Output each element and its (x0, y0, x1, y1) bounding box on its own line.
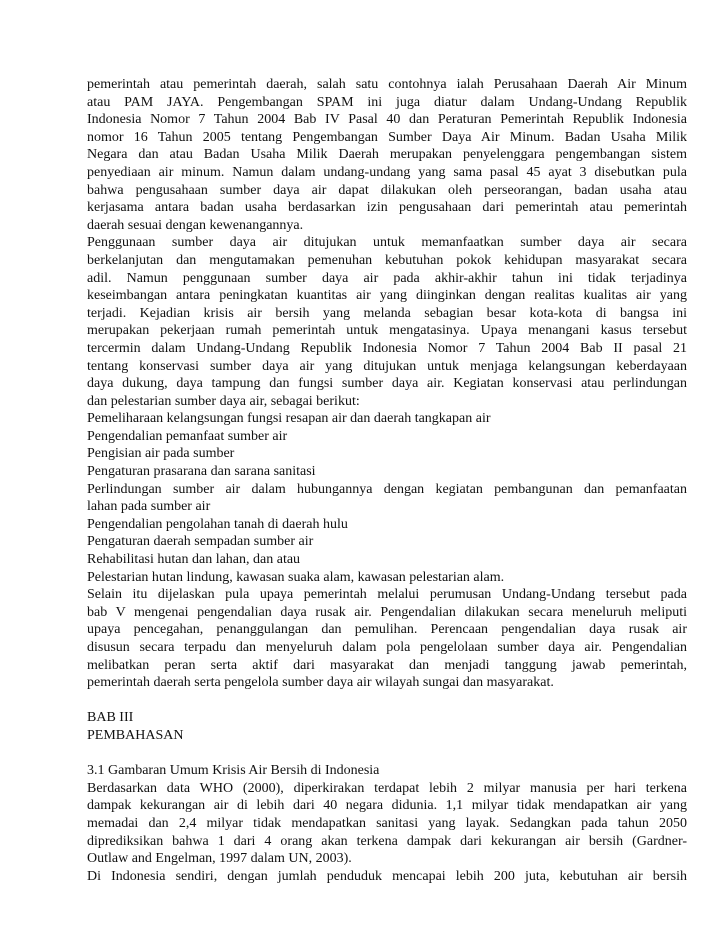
text-line: PEMBAHASAN (87, 727, 184, 743)
text-line: memadai dan 2,4 milyar tidak mendapatkan sanitasi yang layak. Sedangkan pada tahun 2050 (87, 815, 687, 831)
text-line: penyediaan air minum. Namun dalam undang-undang yang sama pasal 45 ayat 3 disebutkan pula (87, 164, 687, 180)
text-line: melibatkan peran serta aktif dari masyarakat dan menjadi tanggung jawab pemerintah, (87, 657, 687, 673)
text-line: 3.1 Gambaran Umum Krisis Air Bersih di Indonesia (87, 763, 380, 779)
text-line: Di Indonesia sendiri, dengan jumlah penduduk mencapai lebih 200 juta, kebutuhan air bersih (87, 868, 687, 884)
text-line: dan pelestarian sumber daya air, sebagai berikut: (87, 393, 360, 409)
blank-line (87, 745, 687, 763)
text-line: Pelestarian hutan lindung, kawasan suaka alam, kawasan pelestarian alam. (87, 569, 505, 585)
text-line: upaya pencegahan, penanggulangan dan pemulihan. Perencaan pengendalian daya rusak air (87, 622, 687, 638)
text-line: daerah sesuai dengan kewenangannya. (87, 217, 304, 233)
text-line: Pengendalian pemanfaat sumber air (87, 428, 288, 444)
text-line: Pengisian air pada sumber (87, 446, 235, 462)
blank-line (87, 692, 687, 710)
text-line: tercermin dalam Undang-Undang Republik Indonesia Nomor 7 Tahun 2004 Bab II pasal 21 (87, 340, 687, 356)
text-line: diprediksikan bahwa 1 dari 4 orang akan terkena dampak dari kekurangan air bersih (Gardner- (87, 833, 687, 849)
text-line: tentang konservasi sumber daya air yang ditujukan untuk menjaga kelangsungan keberdayaan (87, 358, 687, 374)
text-line: pemerintah atau pemerintah daerah, salah satu contohnya ialah Perusahaan Daerah Air Minum (87, 77, 687, 92)
text-line: atau PAM JAYA. Pengembangan SPAM ini juga diatur dalam Undang-Undang Republik (87, 94, 687, 110)
text-line: Rehabilitasi hutan dan lahan, dan atau (87, 552, 301, 568)
text-line: Berdasarkan data WHO (2000), diperkirakan terdapat lebih 2 milyar manusia per hari terkena (87, 780, 687, 796)
text-line: Perlindungan sumber air dalam hubungannya dengan kegiatan pembangunan dan pemanfaatan (87, 481, 687, 497)
text-line: BAB III (87, 710, 134, 726)
document-page (87, 76, 687, 885)
text-line: Selain itu dijelaskan pula upaya pemerintah melalui perumusan Undang-Undang tersebut pada (87, 587, 687, 603)
text-line: kerjasama antara badan usaha berdasarkan izin pengusahaan dari pemerintah atau pemerintah (87, 200, 687, 216)
text-line: merupakan pekerjaan rumah pemerintah untuk mengatasinya. Upaya menangani kasus tersebut (87, 323, 687, 339)
text-line: pemerintah daerah serta pengelola sumber daya air wilayah sungai dan masyarakat. (87, 675, 554, 691)
text-line: terjadi. Kejadian krisis air bersih yang melanda sebagian besar kota-kota di bangsa ini (87, 305, 687, 321)
text-line: lahan pada sumber air (87, 499, 211, 515)
text-line: Indonesia Nomor 7 Tahun 2004 Bab IV Pasal 40 dan Peraturan Pemerintah Republik Indonesia (87, 112, 687, 128)
text-line: bahwa pengusahaan sumber daya air dapat dilakukan oleh perseorangan, badan usaha atau (87, 182, 687, 198)
text-line: Pengendalian pengolahan tanah di daerah hulu (87, 516, 348, 532)
text-line: nomor 16 Tahun 2005 tentang Pengembangan Sumber Daya Air Minum. Badan Usaha Milik (87, 129, 687, 145)
text-line: Penggunaan sumber daya air ditujukan untuk memanfaatkan sumber daya air secara (87, 235, 687, 251)
text-line: Pengaturan daerah sempadan sumber air (87, 534, 314, 550)
text-line: disusun secara terpadu dan menyeluruh dalam pola pengelolaan sumber daya air. Pengendalian (87, 640, 687, 655)
text-line: Negara dan atau Badan Usaha Milik Daerah merupakan penyelenggara pengembangan sistem (87, 147, 687, 163)
text-line: keseimbangan antara peningkatan kuantitas air yang diinginkan dengan realitas kualitas air yang (87, 288, 687, 304)
text-line: adil. Namun penggunaan sumber daya air pada akhir-akhir tahun ini tidak terjadinya (87, 270, 687, 286)
text-line: daya dukung, daya tampung dan fungsi sumber daya air. Kegiatan konservasi atau perlindungan (87, 376, 687, 392)
text-line: Outlaw and Engelman, 1997 dalam UN, 2003). (87, 851, 352, 867)
text-line: Pengaturan prasarana dan sarana sanitasi (87, 464, 316, 480)
text-line: berkelanjutan dan mengutamakan pemenuhan kebutuhan pokok kehidupan masyarakat secara (87, 252, 687, 268)
text-line: bab V mengenai pengendalian daya rusak air. Pengendalian dilakukan secara meneluruh meliputi (87, 604, 687, 620)
text-line: Pemeliharaan kelangsungan fungsi resapan air dan daerah tangkapan air (87, 411, 491, 427)
text-line: dampak kekurangan air di lebih dari 40 negara didunia. 1,1 milyar tidak mendapatkan air yang (87, 798, 687, 814)
